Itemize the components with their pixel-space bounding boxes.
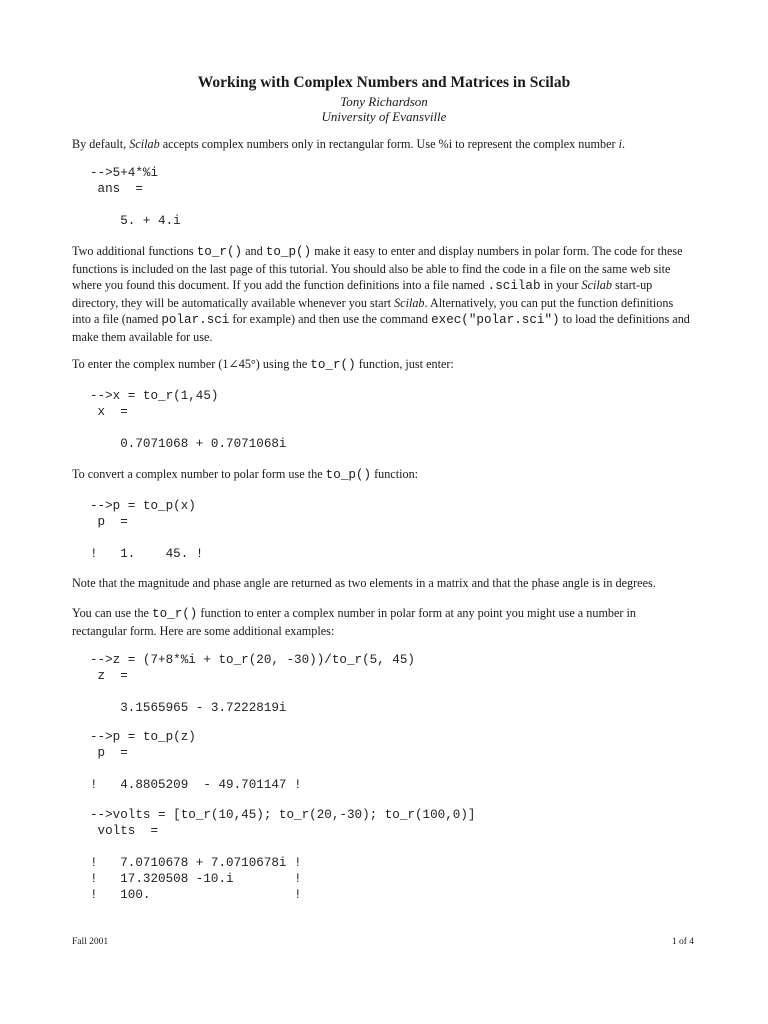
footer-date: Fall 2001	[72, 937, 109, 947]
inline-code: exec("polar.sci")	[431, 313, 560, 327]
text-run: accepts complex numbers only in rectangular form. Use %i to represent the complex number	[159, 137, 619, 151]
inline-code: .scilab	[487, 279, 541, 293]
examples-intro-paragraph	[72, 605, 692, 639]
inline-code: to_p()	[265, 245, 312, 259]
text-run: To convert a complex number to polar form use the	[72, 467, 326, 481]
text-run: Scilab	[129, 137, 160, 151]
text-run: to load the definitions and make them available for use.	[72, 312, 690, 344]
matrix-note-paragraph: Note that the magnitude and phase angle are returned as two elements in a matrix and that the phase angle is in degrees.	[72, 576, 656, 590]
document-title: Working with Complex Numbers and Matrices in Scilab	[197, 74, 571, 91]
text-run: function:	[371, 467, 419, 481]
text-run: for example) and then use the command	[229, 312, 432, 326]
text-run: function, just enter:	[355, 357, 454, 371]
text-run: Two additional functions	[72, 244, 197, 258]
code-block-example-p: -->p = to_p(z) p = ! 4.8805209 - 49.701147 !	[90, 730, 302, 792]
author-affiliation: University of Evansville	[321, 109, 447, 124]
text-run: You can use the	[72, 606, 153, 620]
inline-code: to_p()	[325, 468, 372, 482]
inline-code: polar.sci	[161, 313, 230, 327]
text-run: To enter the complex number (1∠45°) using the	[72, 357, 311, 371]
text-run: and	[242, 244, 266, 258]
text-run: . Alternatively, you can put the function definitions into a file (named	[72, 295, 674, 326]
text-run: Scilab	[581, 278, 612, 292]
inline-code: to_r()	[196, 245, 243, 259]
intro-paragraph	[72, 136, 692, 153]
text-run: make it easy to enter and display numbers in polar form. The code for these functions is included on the last page of this tutorial. You should also be able to find the code in a file on the same web site where you found this document. If you add the function definitions into a file named	[72, 244, 683, 292]
code-block-example-volts: -->volts = [to_r(10,45); to_r(20,-30); to_r(100,0)] volts = ! 7.0710678 + 7.0710678i ! ! 17.320508 -10.i ! ! 100. !	[90, 808, 476, 902]
text-run: Scilab	[394, 295, 425, 310]
inline-code: to_r()	[310, 358, 356, 372]
code-block-example-z: -->z = (7+8*%i + to_r(20, -30))/to_r(5, 45) z = 3.1565965 - 3.7222819i	[90, 653, 415, 715]
text-run: start-up directory, they will be automatically available whenever you start	[72, 278, 653, 310]
functions-paragraph	[72, 243, 692, 345]
text-run: in your	[540, 278, 582, 292]
footer-page-number: 1 of 4	[671, 937, 694, 947]
text-run: i	[618, 137, 622, 151]
text-run: By default,	[72, 137, 130, 151]
to-r-intro-paragraph	[72, 356, 692, 374]
to-p-intro-paragraph	[72, 466, 692, 484]
code-block-to-r: -->x = to_r(1,45) x = 0.7071068 + 0.7071068i	[90, 389, 287, 451]
inline-code: to_r()	[152, 607, 198, 621]
author-name: Tony Richardson	[340, 94, 428, 109]
text-run: .	[621, 137, 626, 151]
code-block-complex-literal: -->5+4*%i ans = 5. + 4.i	[90, 166, 181, 228]
code-block-to-p: -->p = to_p(x) p = ! 1. 45. !	[90, 499, 204, 561]
text-run: function to enter a complex number in polar form at any point you might use a number in rectangular form. Here are some additional examples:	[72, 606, 637, 638]
